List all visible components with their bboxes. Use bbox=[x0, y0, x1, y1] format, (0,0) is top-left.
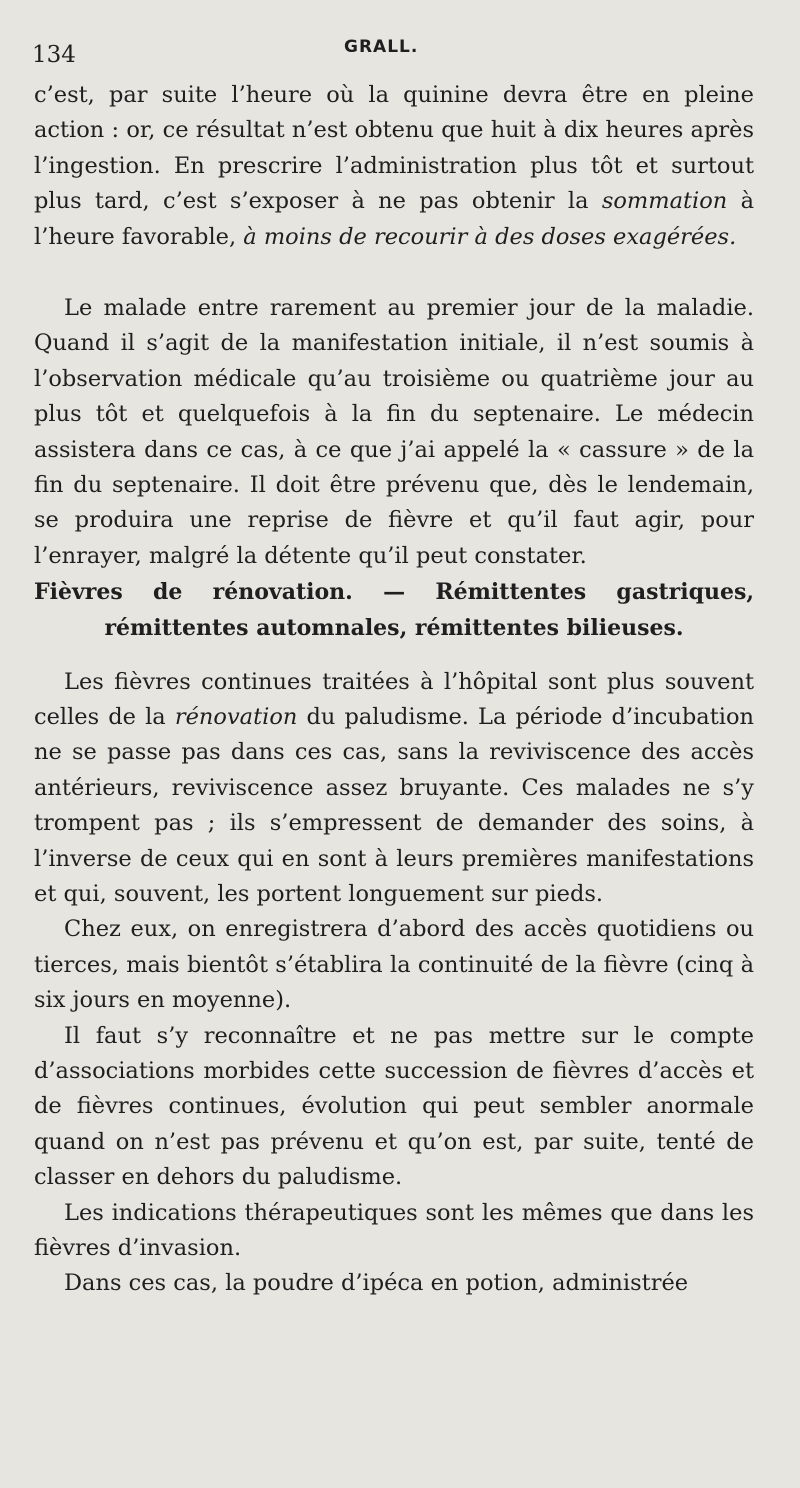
paragraph-text: du paludisme. La période d’incubation ne se passe pas dans ces cas, sans la reviviscence des accès antérieurs, reviviscence assez bruyante. Ces malades ne s’y trompent pas ; ils s’empressent de demander des soins, à l’inverse de ceux qui en sont à leurs premières manifestations et qui, souvent, les portent longuement sur pieds. bbox=[34, 703, 754, 907]
italic-term: sommation bbox=[601, 188, 728, 215]
paragraph: Les indications thérapeutiques sont les mêmes que dans les fièvres d’invasion. bbox=[34, 1199, 754, 1262]
body-text bbox=[34, 78, 754, 1302]
section-heading bbox=[34, 574, 754, 646]
paragraph: Il faut s’y reconnaître et ne pas mettre sur le compte d’associations morbides cette succession de fièvres d’accès et de fièvres continues, évolution qui peut sembler anormale quand on n’est pas prévenu et qu’on est, par suite, tenté de classer en dehors du paludisme. bbox=[34, 1022, 754, 1191]
italic-term: rénovation bbox=[174, 703, 298, 730]
running-head-author: GRALL. bbox=[344, 37, 419, 57]
running-head bbox=[32, 30, 760, 68]
paragraph: Le malade entre rarement au premier jour de la maladie. Quand il s’agit de la manifestation initiale, il n’est soumis à l’observation médicale qu’au troisième ou quatrième jour au plus tôt et quelquefois à la fin du septenaire. Le médecin assistera dans ce cas, à ce que j’ai appelé la « cassure » de la fin du septenaire. Il doit être prévenu que, dès le lendemain, se produira une reprise de fièvre et qu’il faut agir, pour l’enrayer, malgré la détente qu’il peut constater. bbox=[34, 295, 754, 569]
paragraph-text: c’est, par suite l’heure où la quinine devra être en pleine action : or, ce résultat n’est obtenu que huit à dix heures après l’ingestion. En prescrire l’administration plus tôt et surtout plus tard, c’est s’exposer à ne pas obtenir la bbox=[34, 82, 754, 215]
paragraph-text: à l’heure favorable, bbox=[34, 188, 754, 250]
italic-phrase: à moins de recourir à des doses exagérées. bbox=[243, 223, 737, 250]
paragraph: Chez eux, on enregistrera d’abord des accès quotidiens ou tierces, mais bientôt s’établira la continuité de la fièvre (cinq à six jours en moyenne). bbox=[34, 916, 754, 1014]
section-heading-line-1: Fièvres de rénovation. — Rémittentes gastriques, bbox=[34, 579, 754, 606]
page-number: 134 bbox=[32, 42, 76, 68]
paragraph-text: Les fièvres continues traitées à l’hôpital sont plus souvent celles de la bbox=[34, 668, 754, 730]
paragraph bbox=[34, 665, 754, 913]
paragraph: Dans ces cas, la poudre d’ipéca en potion, administrée bbox=[64, 1270, 689, 1297]
paragraph-continuation bbox=[34, 78, 754, 255]
section-heading-line-2: rémittentes automnales, rémittentes bilieuses. bbox=[104, 615, 684, 642]
